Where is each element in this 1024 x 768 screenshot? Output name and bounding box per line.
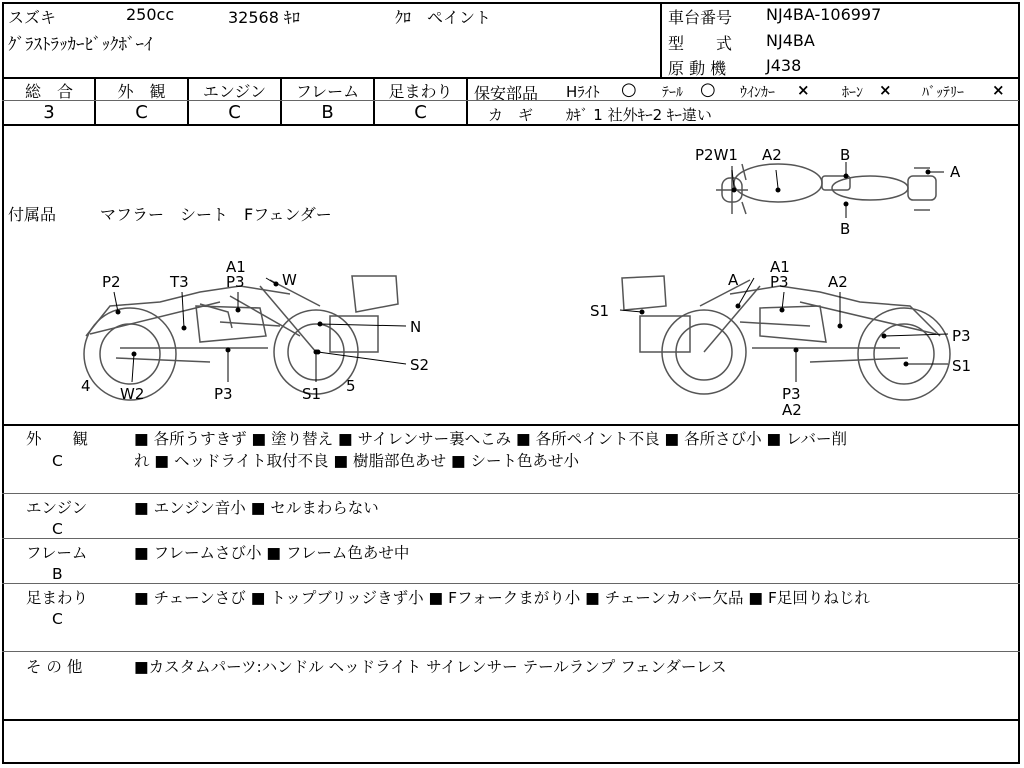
condition-label-suspension: 足まわり — [26, 589, 89, 607]
right-side-bike — [622, 276, 950, 400]
diag-label-p3-far-right: P3 — [952, 327, 971, 345]
divider — [2, 424, 1020, 426]
grade-value-exterior: C — [135, 102, 148, 123]
grade-value-engine: C — [228, 102, 241, 123]
condition-text-other: ■カスタムパーツ:ハンドル ヘッドライト サイレンサー テールランプ フェンダーレス — [134, 658, 727, 676]
diag-label-p3-right: P3 — [770, 273, 789, 291]
diag-label-n: N — [410, 318, 422, 336]
diag-label-s1-left: S1 — [590, 302, 610, 320]
frame-no: NJ4BA-106997 — [766, 5, 882, 24]
condition-grade-exterior: C — [52, 452, 63, 470]
divider — [2, 583, 1020, 584]
divider — [2, 493, 1020, 494]
condition-label-exterior: 外 観 — [26, 430, 89, 448]
divider — [2, 719, 1020, 721]
condition-text-suspension: ■ チェーンさび ■ トップブリッジきず小 ■ Fフォークまがり小 ■ チェーンカバー欠品 ■ F足回りねじれ — [134, 589, 870, 607]
condition-grade-engine: C — [52, 520, 63, 538]
headlight-label: Hﾗｲﾄ — [566, 83, 600, 101]
key-value: ｶｷﾞ 1 社外ｷｰ2 ｷｰ違い — [566, 106, 712, 124]
diag-label-s1: S1 — [302, 385, 322, 403]
diag-label-b-bottom: B — [840, 220, 851, 238]
grade-value-total: 3 — [43, 102, 55, 123]
condition-text-exterior: ■ 各所うすきず ■ 塗り替え ■ サイレンサー裏へこみ ■ 各所ペイント不良 ■ 各所さび小 ■ レバー削 — [134, 430, 848, 448]
maker-name: スズキ — [8, 8, 57, 27]
diag-label-p3-under: P3 — [782, 385, 801, 403]
grade-label-suspension: 足まわり — [388, 82, 453, 101]
mileage: 32568 ｷﾛ — [228, 8, 300, 27]
accessories-value: マフラー シート Fフェンダー — [100, 205, 332, 224]
safety-midline — [466, 100, 1019, 101]
condition-grade-frame: B — [52, 565, 63, 583]
condition-text-frame: ■ フレームさび小 ■ フレーム色あせ中 — [134, 544, 410, 562]
type-label: 型 式 — [668, 34, 733, 53]
displacement: 250cc — [126, 5, 175, 24]
grade-label-frame: フレーム — [295, 82, 360, 101]
condition-text-exterior-2: れ ■ ヘッドライト取付不良 ■ 樹脂部色あせ ■ シート色あせ小 — [134, 452, 580, 470]
engine-value: J438 — [766, 56, 802, 75]
condition-label-frame: フレーム — [26, 544, 88, 562]
divider — [2, 538, 1020, 539]
type-value: NJ4BA — [766, 31, 815, 50]
diag-label-p2w1: P2W1 — [695, 146, 738, 164]
divider — [2, 651, 1020, 652]
motorcycle-diagram — [0, 126, 1020, 424]
grade-label-engine: エンジン — [202, 82, 267, 101]
tail-label: ﾃｰﾙ — [662, 85, 683, 101]
accessories-label: 付属品 — [8, 205, 57, 224]
grade-value-suspension: C — [414, 102, 427, 123]
color: ｸﾛ ペイント — [395, 8, 492, 27]
diag-label-a-right: A — [728, 271, 739, 289]
model-name: ｸﾞﾗｽﾄﾗｯｶｰﾋﾞｯｸﾎﾞｰｲ — [8, 35, 153, 55]
grade-label-total: 総 合 — [24, 82, 73, 101]
diag-label-a2: A2 — [762, 146, 782, 164]
diag-label-a1: A1 — [226, 258, 246, 276]
frame-no-label: 車台番号 — [668, 8, 733, 27]
diag-label-s2: S2 — [410, 356, 430, 374]
battery-mark: × — [992, 81, 1005, 99]
diag-label-p3-bottom: P3 — [214, 385, 233, 403]
winker-mark: × — [797, 81, 810, 99]
diag-label-a1-right: A1 — [770, 258, 790, 276]
diag-label-s1-right: S1 — [952, 357, 972, 375]
diag-label-a2-under: A2 — [782, 401, 802, 419]
horn-label: ﾎｰﾝ — [842, 85, 863, 101]
tail-mark: ○ — [700, 79, 716, 100]
grade-label-exterior: 外 観 — [117, 82, 166, 101]
grade-value-frame: B — [321, 102, 334, 123]
engine-label: 原 動 機 — [668, 59, 727, 78]
diag-label-a: A — [950, 163, 961, 181]
diag-label-t3: T3 — [170, 273, 189, 291]
grade-divider — [466, 77, 468, 125]
diag-label-w2: W2 — [120, 385, 145, 403]
headlight-mark: ○ — [621, 79, 637, 100]
condition-text-engine: ■ エンジン音小 ■ セルまわらない — [134, 499, 379, 517]
diag-label-4: 4 — [81, 377, 91, 395]
diag-label-p2: P2 — [102, 273, 121, 291]
top-view-bike — [716, 164, 936, 214]
battery-label: ﾊﾞｯﾃﾘｰ — [922, 85, 964, 101]
diag-label-5: 5 — [346, 377, 356, 395]
diag-label-a2-right: A2 — [828, 273, 848, 291]
diag-label-p3: P3 — [226, 273, 245, 291]
header-divider — [660, 2, 662, 78]
safety-label: 保安部品 — [474, 84, 539, 103]
key-label: カ ギ — [488, 106, 534, 124]
condition-label-other: そ の 他 — [26, 658, 83, 676]
winker-label: ｳｲﾝｶｰ — [740, 85, 775, 101]
condition-grade-suspension: C — [52, 610, 63, 628]
diag-label-b-top: B — [840, 146, 851, 164]
diag-label-w: W — [282, 271, 297, 289]
condition-label-engine: エンジン — [26, 499, 88, 517]
horn-mark: × — [879, 81, 892, 99]
